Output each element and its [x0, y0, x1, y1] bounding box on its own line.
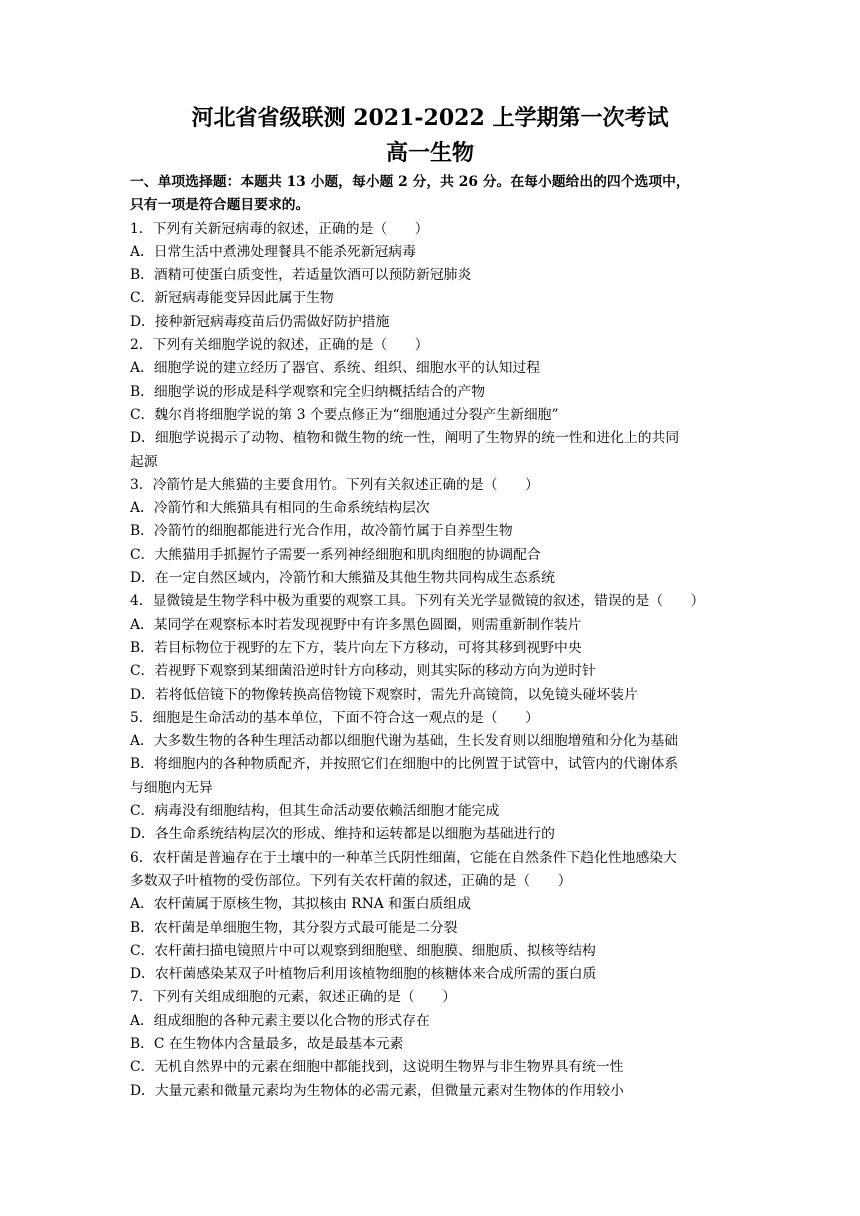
- subject-title: 高一生物: [385, 140, 474, 166]
- question-stem-line: 1．下列有关新冠病毒的叙述，正确的是（ ）: [130, 220, 429, 237]
- question-stem-line: 5．细胞是生命活动的基本单位，下面不符合这一观点的是（ ）: [130, 709, 539, 726]
- option-line: B．C 在生物体内含量最多，故是最基本元素: [130, 1035, 404, 1052]
- option-line: B．农杆菌是单细胞生物，其分裂方式最可能是二分裂: [130, 919, 458, 936]
- option-line: D．若将低倍镜下的物像转换高倍物镜下观察时，需先升高镜筒，以免镜头碰坏装片: [130, 686, 638, 703]
- question-2: [130, 334, 730, 474]
- option-line: B．将细胞内的各种物质配齐，并按照它们在细胞中的比例置于试管中，试管内的代谢体系: [130, 756, 679, 773]
- question-4: [130, 590, 730, 706]
- option-line: A．组成细胞的各种元素主要以化合物的形式存在: [130, 1012, 430, 1029]
- option-line: A．某同学在观察标本时若发现视野中有许多黑色圆圈，则需重新制作装片: [130, 616, 582, 633]
- option-line: D．接种新冠病毒疫苗后仍需做好防护措施: [130, 313, 390, 330]
- question-stem-line: 3．冷箭竹是大熊猫的主要食用竹。下列有关叙述正确的是（ ）: [130, 476, 539, 493]
- option-line: A．细胞学说的建立经历了器官、系统、组织、细胞水平的认知过程: [130, 360, 541, 377]
- exam-title: 河北省省级联测 2021-2022 上学期第一次考试: [191, 105, 669, 131]
- question-list: [130, 218, 730, 1103]
- question-stem-line: 7．下列有关组成细胞的元素，叙述正确的是（ ）: [130, 989, 457, 1006]
- option-line: A．日常生活中煮沸处理餐具不能杀死新冠病毒: [130, 243, 416, 260]
- section-heading-line: 一、单项选择题：本题共 13 小题，每小题 2 分，共 26 分。在每小题给出的四个选项中，: [130, 174, 690, 190]
- question-stem-line: 4．显微镜是生物学科中极为重要的观察工具。下列有关光学显微镜的叙述，错误的是（ ）: [130, 593, 705, 610]
- question-6: [130, 847, 730, 987]
- option-line: D．大量元素和微量元素均为生物体的必需元素，但微量元素对生物体的作用较小: [130, 1082, 624, 1099]
- section-heading-line: 只有一项是符合题目要求的。: [130, 197, 310, 214]
- option-line: D．农杆菌感染某双子叶植物后利用该植物细胞的核糖体来合成所需的蛋白质: [130, 966, 597, 983]
- question-7: [130, 986, 730, 1102]
- option-line: D．细胞学说揭示了动物、植物和微生物的统一性，阐明了生物界的统一性和进化上的共同: [130, 430, 680, 447]
- option-line: A．冷箭竹和大熊猫具有相同的生命系统结构层次: [130, 500, 430, 517]
- question-stem-line: 6．农杆菌是普遍存在于土壤中的一种革兰氏阴性细菌，它能在自然条件下趋化性地感染大: [130, 849, 677, 866]
- option-line: B．冷箭竹的细胞都能进行光合作用，故冷箭竹属于自养型生物: [130, 523, 513, 540]
- question-3: [130, 474, 730, 590]
- option-line: D．在一定自然区域内，冷箭竹和大熊猫及其他生物共同构成生态系统: [130, 570, 555, 587]
- option-line: 与细胞内无异: [130, 779, 213, 796]
- question-stem-line: 2．下列有关细胞学说的叙述，正确的是（ ）: [130, 337, 429, 354]
- option-line: C．农杆菌扫描电镜照片中可以观察到细胞壁、细胞膜、细胞质、拟核等结构: [130, 942, 596, 959]
- option-line: D．各生命系统结构层次的形成、维持和运转都是以细胞为基础进行的: [130, 826, 555, 843]
- section-heading: [130, 171, 730, 218]
- exam-body: [130, 171, 730, 1103]
- option-line: 起源: [130, 453, 158, 470]
- option-line: A．农杆菌属于原核生物，其拟核由 RNA 和蛋白质组成: [130, 896, 471, 913]
- option-line: C．大熊猫用手抓握竹子需要一系列神经细胞和肌肉细胞的协调配合: [130, 546, 541, 563]
- option-line: A．大多数生物的各种生理活动都以细胞代谢为基础，生长发育则以细胞增殖和分化为基础: [130, 733, 679, 750]
- option-line: B．酒精可使蛋白质变性，若适量饮酒可以预防新冠肺炎: [130, 267, 472, 284]
- option-line: C．魏尔肖将细胞学说的第 3 个要点修正为“细胞通过分裂产生新细胞”: [130, 406, 559, 423]
- option-line: C．若视野下观察到某细菌沿逆时针方向移动，则其实际的移动方向为逆时针: [130, 663, 596, 680]
- option-line: C．无机自然界中的元素在细胞中都能找到，这说明生物界与非生物界具有统一性: [130, 1059, 624, 1076]
- question-stem-line: 多数双子叶植物的受伤部位。下列有关农杆菌的叙述，正确的是（ ）: [130, 872, 572, 889]
- question-1: [130, 218, 730, 334]
- option-line: B．若目标物位于视野的左下方，装片向左下方移动，可将其移到视野中央: [130, 639, 582, 656]
- question-5: [130, 707, 730, 847]
- option-line: C．病毒没有细胞结构，但其生命活动要依赖活细胞才能完成: [130, 803, 500, 820]
- option-line: B．细胞学说的形成是科学观察和完全归纳概括结合的产物: [130, 383, 486, 400]
- option-line: C．新冠病毒能变异因此属于生物: [130, 290, 334, 307]
